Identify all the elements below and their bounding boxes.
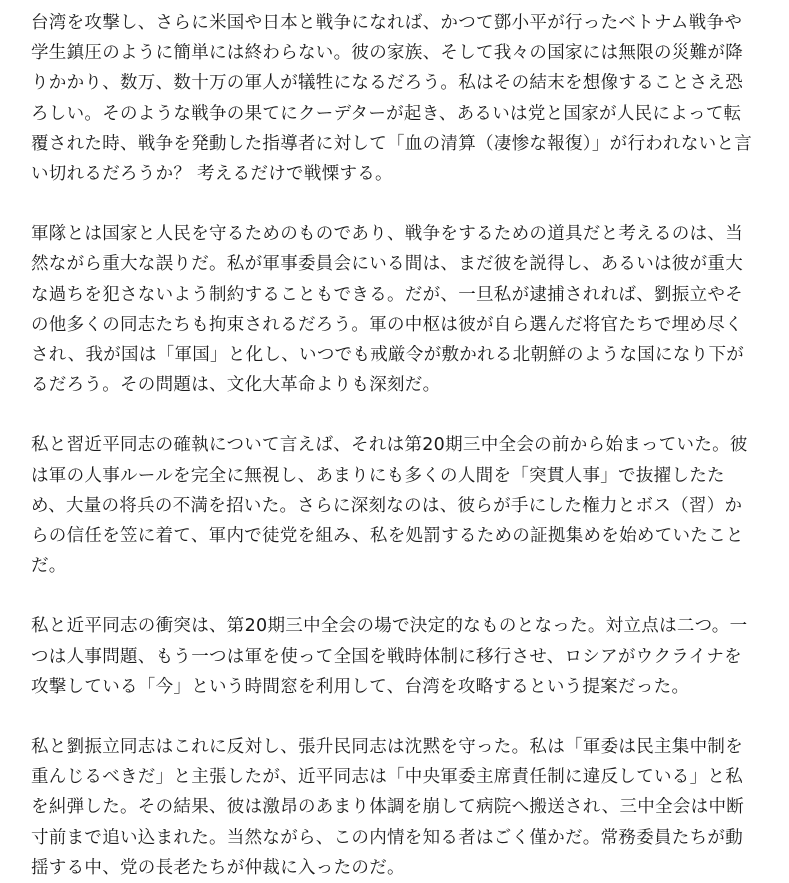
paragraph-5: 私と劉振立同志はこれに反対し、張升民同志は沈黙を守った。私は「軍委は民主集中制を重んじるべきだ」と主張したが、近平同志は「中央軍委主席責任制に違反している」と私を糾弾した。その結果、彼は激昂のあまり体調を崩して病院へ搬送され、三中全会は中断寸前まで追い込まれた。当然ながら、この内情を知る者はごく僅かだ。常務委員たちが動揺する中、党の長老たちが仲裁に入ったのだ。 [31,737,745,878]
paragraph-4: 私と近平同志の衝突は、第20期三中全会の場で決定的なものとなった。対立点は二つ。一つは人事問題、もう一つは軍を使って全国を戦時体制に移行させ、ロシアがウクライナを攻撃している「今」という時間窓を利用して、台湾を攻略するという提案だった。 [31,616,748,697]
paragraph-1: 台湾を攻撃し、さらに米国や日本と戦争になれば、かつて鄧小平が行ったベトナム戦争や学生鎮圧のように簡単には終わらない。彼の家族、そして我々の国家には無限の災難が降りかかり、数万、数十万の軍人が犠牲になるだろう。私はその結末を想像することさえ恐ろしい。そのような戦争の果てにクーデターが起き、あるいは党と国家が人民によって転覆された時、戦争を発動した指導者に対して「血の清算（凄惨な報復）」が行われないと言い切れるだろうか？ 考えるだけで戦慄する。 [31,13,753,185]
paragraph-2: 軍隊とは国家と人民を守るためのものであり、戦争をするための道具だと考えるのは、当然ながら重大な誤りだ。私が軍事委員会にいる間は、まだ彼を説得し、あるいは彼が重大な過ちを犯さないよう制約することもできる。だが、一旦私が逮捕されれば、劉振立やその他多くの同志たちも拘束されるだろう。軍の中枢は彼が自ら選んだ将官たちで埋め尽くされ、我が国は「軍国」と化し、いつでも戒厳令が敷かれる北朝鮮のような国になり下がるだろう。その問題は、文化大革命よりも深刻だ。 [31,224,745,396]
paragraph-3: 私と習近平同志の確執について言えば、それは第20期三中全会の前から始まっていた。彼は軍の人事ルールを完全に無視し、あまりにも多くの人間を「突貫人事」で抜擢したため、大量の将兵の不満を招いた。さらに深刻なのは、彼らが手にした権力とボス（習）からの信任を笠に着て、軍内で徒党を組み、私を処罰するための証拠集めを始めていたことだ。 [31,435,748,577]
